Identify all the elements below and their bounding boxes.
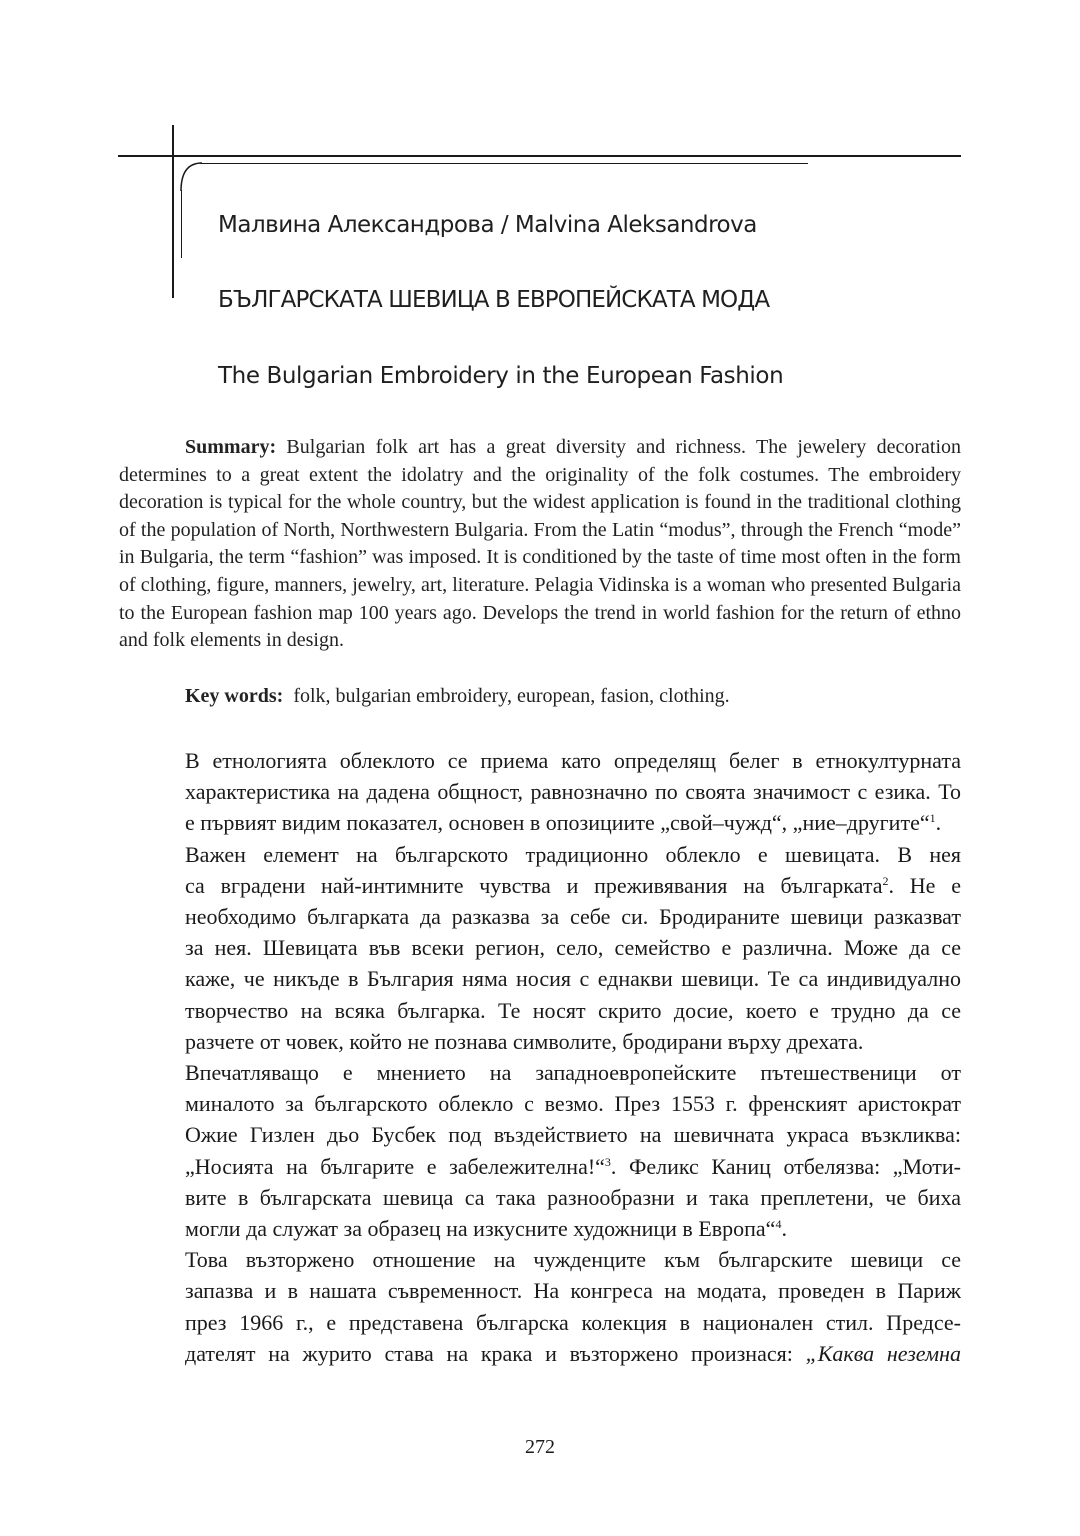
footnote-ref-2: 2: [882, 873, 889, 888]
body-line: миналото за българското облекло с везмо. През 1553 г. френският аристократ: [185, 1091, 961, 1117]
summary-paragraph: [119, 434, 961, 655]
footnote-ref-1: 1: [929, 811, 936, 826]
page-number: 272: [525, 1436, 555, 1458]
summary-label: Summary:: [185, 436, 277, 458]
body-line: за нея. Шевицата във всеки регион, село, семейство е различна. Може да се: [185, 935, 961, 961]
body-line: В етнологията облеклото се приема като определящ белег в етнокултурната: [185, 748, 961, 773]
body-line: през 1966 г., е представена българска колекция в национален стил. Предсе-: [185, 1309, 961, 1335]
article-body: [119, 745, 961, 1369]
inner-horizontal-rule: [200, 163, 808, 164]
body-line: запазва и в нашата съвременност. На конгреса на модата, проведен в Париж: [185, 1278, 961, 1304]
footnote-ref-3: 3: [604, 1154, 611, 1169]
body-line: вите в българската шевица са така разнообразни и така преплетени, че биха: [185, 1184, 961, 1210]
footnote-ref-4: 4: [775, 1217, 782, 1232]
summary-text: Bulgarian folk art has a great diversity and richness. The jewelery decoration determines to a great extent the idolatry and the originality of the folk costumes. The embroidery decoration is typical for the whole country, but the widest application is found in the traditional clothing of the population of North, Northwestern Bulgaria. From the Latin “modus”, through the French “mode” in Bulgaria, the term “fashion” was imposed. It is conditioned by the taste of time most often in the form of clothing, figure, manners, jewelry, art, literature. Pelagia Vidinska is a woman who presented Bulgaria to the European fashion map 100 years ago. Develops the trend in world fashion for the return of ethno and folk elements in design.: [119, 436, 961, 652]
body-line-text: .: [935, 810, 942, 836]
body-line: Впечатляващо е мнението на западноевропейските пътешественици от: [185, 1060, 961, 1086]
corner-curve: [180, 162, 204, 192]
body-paragraph-3: [119, 1057, 961, 1244]
body-line: [119, 1338, 961, 1369]
inner-vertical-rule: [181, 190, 182, 258]
body-line: Това възторжено отношение на чужденците към българските шевици се: [185, 1247, 961, 1273]
quote-italic: „Каква неземна: [805, 1340, 961, 1366]
body-line: разчете от човек, който не познава символите, бродирани върху дрехата.: [185, 1028, 864, 1054]
body-paragraph-4: [119, 1244, 961, 1369]
body-line: [119, 870, 961, 901]
body-line-text: е първият видим показател, основен в опозициите „свой–чужд“, „ние–другите“: [185, 810, 930, 836]
keywords-line: [185, 685, 730, 708]
body-line: [119, 1213, 961, 1244]
body-line-text: са вградени най-интимните чувства и преживявания на българката: [185, 872, 883, 898]
body-line-text: дателят на журито става на крака и възторжено произнася:: [185, 1340, 806, 1366]
body-line-text: . Не е: [888, 872, 961, 898]
body-line: каже, че никъде в България няма носия с еднакви шевици. Те са индивидуално: [185, 966, 961, 992]
body-paragraph-1: [119, 745, 961, 839]
title-english: The Bulgarian Embroidery in the European Fashion: [218, 363, 784, 389]
body-line: Ожие Гизлен дьо Бусбек под въздействието на шевичната украса възкликва:: [185, 1122, 961, 1148]
author-name: Малвина Александрова / Malvina Aleksandrova: [218, 212, 757, 238]
body-line: [119, 1151, 961, 1182]
body-line-text: „Носията на българите е забележителна!“: [185, 1153, 605, 1179]
body-line-text: . Феликс Каниц отбелязва: „Моти-: [610, 1153, 961, 1179]
body-line: Важен елемент на българското традиционно облекло е шевицата. В нея: [185, 841, 961, 867]
body-paragraph-2: [119, 839, 961, 1057]
keywords-text: folk, bulgarian embroidery, european, fasion, clothing.: [283, 685, 730, 707]
body-line: творчество на всяка българка. Те носят скрито досие, което е трудно да се: [185, 997, 961, 1023]
top-horizontal-rule: [118, 155, 961, 157]
title-bulgarian: БЪЛГАРСКАТА ШЕВИЦА В ЕВРОПЕЙСКАТА МОДА: [218, 287, 770, 313]
keywords-label: Key words:: [185, 685, 284, 707]
left-vertical-rule: [172, 125, 174, 298]
body-line: характеристика на дадена общност, равнозначно по своята значимост с езика. То: [185, 779, 961, 805]
body-line: необходимо българката да разказва за себе си. Бродираните шевици разказват: [185, 904, 961, 930]
body-line-text: могли да служат за образец на изкусните художници в Европа“: [185, 1216, 776, 1242]
body-line: [119, 807, 961, 838]
body-line-text: .: [781, 1216, 787, 1242]
